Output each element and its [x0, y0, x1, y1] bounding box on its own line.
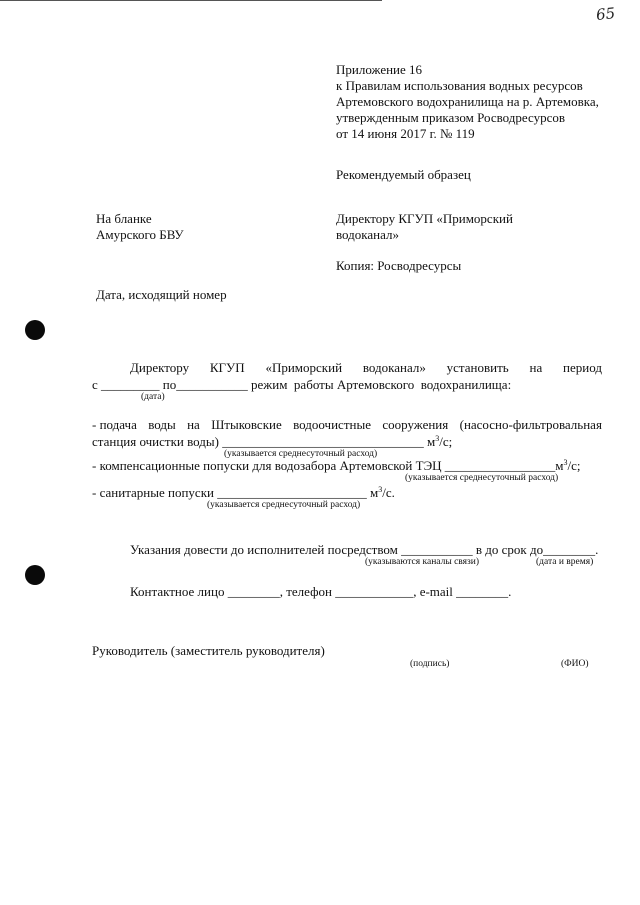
word: - подача	[92, 417, 137, 432]
contact-name-blank: ________,	[227, 584, 283, 599]
unit-suffix: /с.	[382, 485, 395, 500]
unit-suffix: /с;	[567, 458, 581, 473]
sanitary-text: - санитарные попуски	[92, 485, 214, 500]
compensation-line	[92, 458, 581, 474]
to-date-blank: ___________	[176, 377, 248, 392]
word: КГУП	[209, 360, 245, 375]
letterhead-line: На бланке	[96, 211, 152, 226]
addressee-line: Директору КГУП «Приморский	[336, 211, 513, 226]
word: на	[187, 417, 200, 432]
supply-blank: _______________________________	[222, 434, 424, 449]
channels-blank: ___________	[401, 542, 473, 557]
phone-label: телефон	[286, 584, 332, 599]
unit-suffix: /с;	[439, 434, 453, 449]
sanitary-blank: _______________________	[217, 485, 367, 500]
supply-line2	[92, 434, 452, 450]
compensation-blank: _________________	[444, 458, 556, 473]
main-paragraph-line2	[92, 377, 511, 393]
signatory-title: Руководитель (заместитель руководителя)	[92, 643, 325, 658]
sanitary-hint: (указывается среднесуточный расход)	[207, 500, 361, 510]
addressee	[336, 211, 513, 243]
word: водоочистные	[293, 417, 371, 432]
copy-line: Копия: Росводресурсы	[336, 258, 462, 273]
instructions-line	[130, 542, 598, 558]
date-number-line: Дата, исходящий номер	[96, 287, 227, 302]
word: Штыковские	[211, 417, 282, 432]
instructions-text: Указания довести до исполнителей посредством	[130, 542, 398, 557]
appendix-line: утвержденным приказом Росводресурсов	[336, 110, 565, 125]
phone-blank: ____________,	[335, 584, 417, 599]
deadline-text: в до срок до	[475, 542, 544, 557]
appendix-line: Приложение 16	[336, 62, 423, 77]
date-hint: (дата)	[141, 392, 165, 402]
word: период	[563, 360, 602, 375]
channels-hint: (указываются каналы связи)	[365, 557, 480, 567]
compensation-hint: (указывается среднесуточный расход)	[405, 473, 559, 483]
unit-m3s	[427, 434, 452, 449]
unit-exponent: 3	[378, 485, 383, 494]
deadline-blank: ________.	[543, 542, 599, 557]
appendix-line: Артемовского водохранилища на р. Артемовка,	[336, 94, 599, 109]
punch-hole-mark	[25, 565, 45, 585]
unit-m3s	[555, 458, 580, 473]
addressee-line: водоканал»	[336, 227, 400, 242]
contact-line	[130, 584, 511, 600]
signature-hint: (подпись)	[410, 659, 450, 669]
letterhead-line: Амурского БВУ	[96, 227, 184, 242]
supply-text: станция очистки воды)	[92, 434, 219, 449]
appendix-line: к Правилам использования водных ресурсов	[336, 78, 583, 93]
email-label: e-mail	[419, 584, 453, 599]
from-date-blank: _________	[101, 377, 160, 392]
word: водоканал»	[362, 360, 426, 375]
to-label: по	[162, 377, 177, 392]
word: на	[529, 360, 543, 375]
unit-base: м	[369, 485, 379, 500]
supply-hint: (указывается среднесуточный расход)	[224, 449, 378, 459]
word: Директору	[130, 360, 190, 375]
appendix-line: от 14 июня 2017 г. № 119	[336, 126, 475, 141]
word: (насосно-фильтровальная	[459, 417, 602, 432]
sanitary-line	[92, 485, 395, 501]
unit-m3s	[370, 485, 395, 500]
word: сооружения	[382, 417, 449, 432]
letterhead-note	[96, 211, 184, 243]
contact-label: Контактное лицо	[130, 584, 225, 599]
email-blank: ________.	[456, 584, 512, 599]
unit-exponent: 3	[435, 434, 440, 443]
regime-text: режим работы Артемовского водохранилища:	[251, 377, 512, 392]
word: установить	[446, 360, 509, 375]
main-paragraph-line1	[130, 360, 602, 376]
unit-base: м	[555, 458, 564, 473]
punch-hole-mark	[25, 320, 45, 340]
word: воды	[148, 417, 176, 432]
sample-label: Рекомендуемый образец	[336, 167, 471, 182]
from-label: с	[92, 377, 98, 392]
full-name-hint: (ФИО)	[561, 659, 589, 669]
supply-line1	[92, 417, 602, 433]
unit-exponent: 3	[563, 458, 568, 467]
datetime-hint: (дата и время)	[536, 557, 594, 567]
page-number: 65	[595, 4, 616, 24]
unit-base: м	[426, 434, 436, 449]
scan-edge-line	[0, 0, 382, 1]
appendix-header	[336, 62, 599, 142]
compensation-text: - компенсационные попуски для водозабора Артемовской ТЭЦ	[92, 458, 442, 473]
word: «Приморский	[265, 360, 343, 375]
